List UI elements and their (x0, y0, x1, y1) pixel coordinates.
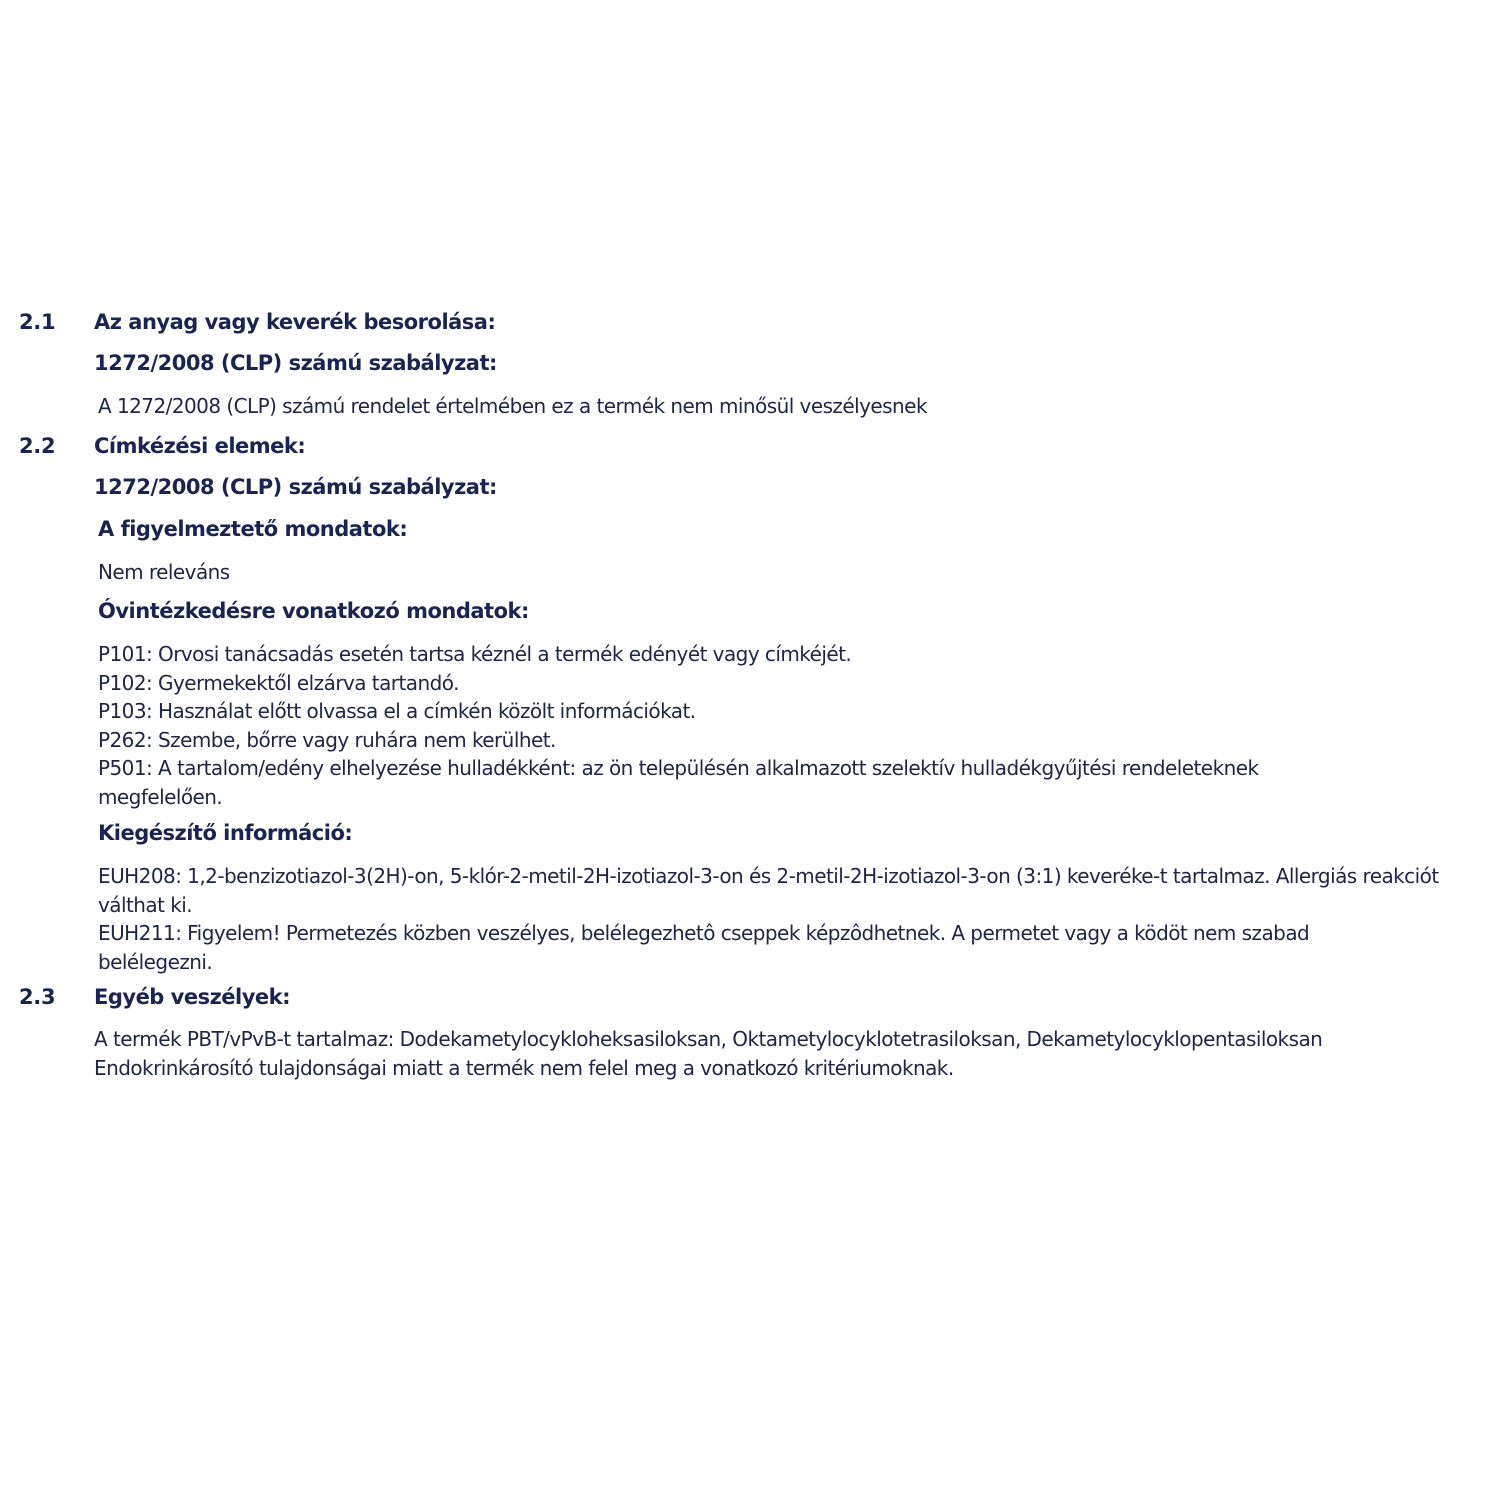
other-hazards-text (94, 1025, 1489, 1082)
hazard-statements-heading: A figyelmeztető mondatok: (98, 517, 408, 541)
regulation-heading: 1272/2008 (CLP) számú szabályzat: (94, 351, 497, 375)
section-title: Egyéb veszélyek: (94, 985, 291, 1009)
regulation-heading: 1272/2008 (CLP) számú szabályzat: (94, 475, 497, 499)
precautionary-statement: P102: Gyermekektől elzárva tartandó. (98, 670, 459, 695)
section-number: 2.3 (19, 985, 56, 1009)
section-title: Az anyag vagy keverék besorolása: (94, 310, 496, 334)
section-number: 2.2 (19, 434, 56, 458)
precautionary-statement: P101: Orvosi tanácsadás esetén tartsa kéznél a termék edényét vagy címkéjét. (98, 642, 852, 666)
hazard-statements-text: Nem releváns (98, 560, 230, 584)
other-hazards-line: A termék PBT/vPvB-t tartalmaz: Dodekametylocykloheksasiloksan, Oktametylocyklotetrasiloksan, Dekametylocyklopentasiloksan (94, 1027, 1323, 1051)
section-title: Címkézési elemek: (94, 434, 306, 458)
classification-text: A 1272/2008 (CLP) számú rendelet értelmében ez a termék nem minősül veszélyesnek (98, 394, 927, 418)
section-number: 2.1 (19, 310, 56, 334)
supplementary-statement: EUH211: Figyelem! Permetezés közben veszélyes, belélegezhetô cseppek képzôdhetnek. A permetet vagy a ködöt nem szabad belélegezni. (98, 921, 1310, 974)
supplementary-info-heading: Kiegészítő információ: (98, 821, 353, 845)
precautionary-statement: P262: Szembe, bőrre vagy ruhára nem kerülhet. (98, 727, 556, 752)
precautionary-statements-list (98, 640, 1493, 811)
supplementary-statement: EUH208: 1,2-benzizotiazol-3(2H)-on, 5-klór-2-metil-2H-izotiazol-3-on és 2-metil-2H-izotiazol-3-on (3:1) keveréke-t tartalmaz. Allergiás reakciót válthat ki. (98, 864, 1439, 917)
supplementary-info-list (98, 862, 1493, 976)
precautionary-statement: P103: Használat előtt olvassa el a címkén közölt információkat. (98, 699, 696, 723)
precautionary-statement: P501: A tartalom/edény elhelyezése hulladékként: az ön településén alkalmazott szelektív hulladékgyűjtési rendeleteknek megfelelően. (98, 756, 1259, 809)
precautionary-statements-heading: Óvintézkedésre vonatkozó mondatok: (98, 599, 529, 623)
other-hazards-line: Endokrinkárosító tulajdonságai miatt a termék nem felel meg a vonatkozó kritériumoknak. (94, 1055, 954, 1080)
